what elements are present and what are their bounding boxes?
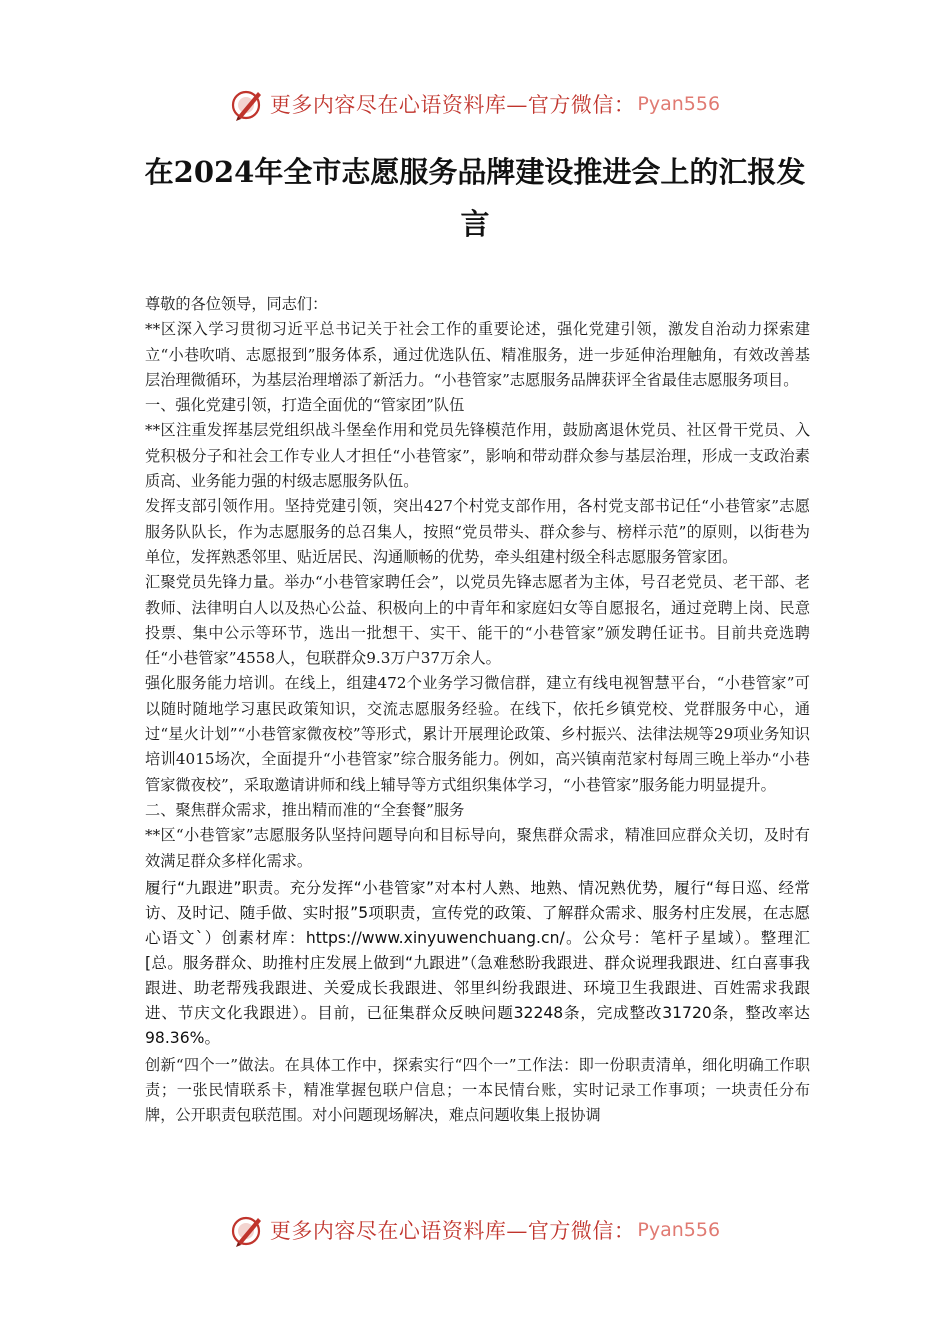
paragraph: **区“小巷管家”志愿服务队坚持问题导向和目标导向，聚焦群众需求，精准回应群众关切，及时有效满足群众多样化需求。 [145, 826, 810, 870]
paragraph: **区深入学习贯彻习近平总书记关于社会工作的重要论述，强化党建引领，激发自治动力探索建立“小巷吹哨、志愿报到”服务体系，通过优选队伍、精准服务，进一步延伸治理触角，有效改善基层治理微循环，为基层治理增添了新活力。“小巷管家”志愿服务品牌获评全省最佳志愿服务项目。 [145, 320, 810, 389]
pen-logo-icon [230, 86, 266, 122]
document-title: 在2024年全市志愿服务品牌建设推进会上的汇报发言 [144, 155, 806, 241]
banner-wechat-id: Pyan556 [637, 1219, 721, 1241]
document-body [145, 292, 810, 1129]
paragraph: 创新“四个一”做法。在具体工作中，探索实行“四个一”工作法：即一份职责清单，细化明确工作职责；一张民情联系卡，精准掌握包联户信息；一本民情台账，实时记录工作事项；一块责任分布牌，公开职责包联范围。对小问题现场解决，难点问题收集上报协调 [145, 1055, 810, 1125]
paragraph-sans: 履行“九跟进”职责。充分发挥“小巷管家”对本村人熟、地熟、情况熟优势，履行“每日巡、经常访、及时记、随手做、实时报”5项职责，宣传党的政策、了解群众需求、服务村庄发展，在志愿心语文`）创素材库：https://www.xinyuwenchuang.cn/。公众号：笔杆子星域）。整理汇[总。服务群众、助推村庄发展上做到“九跟进”（急难愁盼我跟进、群众说理我跟进、红白喜事我跟进、助老帮残我跟进、关爱成长我跟进、邻里纠纷我跟进、环境卫生我跟进、百姓需求我跟进、节庆文化我跟进）。目前，已征集群众反映问题32248条，完成整改31720条，整改率达98.36%。 [145, 878, 810, 1047]
salutation: 尊敬的各位领导，同志们： [145, 295, 328, 313]
banner-text: 更多内容尽在心语资料库—官方微信： [269, 1219, 636, 1243]
paragraph: **区注重发挥基层党组织战斗堡垒作用和党员先锋模范作用，鼓励离退休党员、社区骨干党员、入党积极分子和社会工作专业人才担任“小巷管家”，影响和带动群众参与基层治理，形成一支政治素质高、业务能力强的村级志愿服务队伍。 [145, 421, 810, 491]
paragraph: 发挥支部引领作用。坚持党建引领，突出427个村党支部作用，各村党支部书记任“小巷管家”志愿服务队队长，作为志愿服务的总召集人，按照“党员带头、群众参与、榜样示范”的原则，以街巷为单位，发挥熟悉邻里、贴近居民、沟通顺畅的优势，牵头组建村级全科志愿服务管家团。 [145, 497, 810, 566]
header-banner[interactable] [0, 82, 950, 126]
footer-banner[interactable] [0, 1208, 950, 1252]
section-heading: 二、聚焦群众需求，推出精而准的“全套餐”服务 [145, 800, 465, 819]
paragraph: 汇聚党员先锋力量。举办“小巷管家聘任会”，以党员先锋志愿者为主体，号召老党员、老干部、老教师、法律明白人以及热心公益、积极向上的中青年和家庭妇女等自愿报名，通过竞聘上岗、民意投票、集中公示等环节，选出一批想干、实干、能干的“小巷管家”颁发聘任证书。目前共竞选聘任“小巷管家”4558人，包联群众9.3万户37万余人。 [145, 573, 810, 668]
banner-text: 更多内容尽在心语资料库—官方微信： [269, 93, 636, 117]
paragraph: 强化服务能力培训。在线上，组建472个业务学习微信群，建立有线电视智慧平台，“小巷管家”可以随时随地学习惠民政策知识，交流志愿服务经验。在线下，依托乡镇党校、党群服务中心，通过“星火计划”“小巷管家微夜校”等形式，累计开展理论政策、乡村振兴、法律法规等29项业务知识培训4015场次，全面提升“小巷管家”综合服务能力。例如，高兴镇南范家村每周三晚上举办“小巷管家微夜校”，采取邀请讲师和线上辅导等方式组织集体学习，“小巷管家”服务能力明显提升。 [145, 674, 810, 794]
banner-wechat-id: Pyan556 [637, 93, 721, 115]
section-heading: 一、强化党建引领，打造全面优的“管家团”队伍 [145, 396, 465, 415]
pen-logo-icon [230, 1212, 266, 1248]
